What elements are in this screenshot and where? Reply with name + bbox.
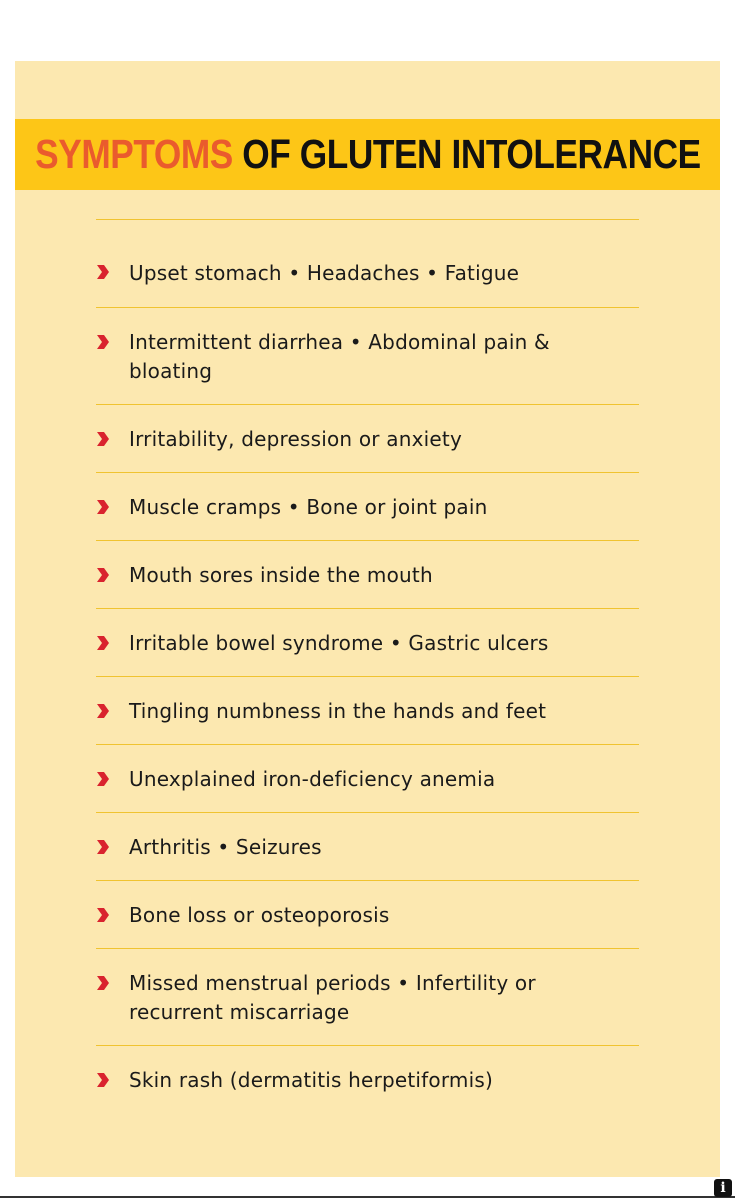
list-item (96, 813, 639, 881)
chevron-right-icon (96, 839, 110, 855)
list-item-text: Arthritis • Seizures (129, 835, 322, 859)
page-title (34, 131, 701, 177)
list-item (96, 220, 639, 308)
chevron-right-icon (96, 703, 110, 719)
chevron-right-icon (96, 499, 110, 515)
list-item (96, 1046, 639, 1113)
list-item-text: Missed menstrual periods • Infertility or recurrent miscarriage (129, 971, 536, 1024)
list-item-text: Irritability, depression or anxiety (129, 427, 462, 451)
chevron-right-icon (96, 635, 110, 651)
list-item-text: Unexplained iron-deficiency anemia (129, 767, 496, 791)
chevron-right-icon (96, 334, 110, 350)
list-item-text: Upset stomach • Headaches • Fatigue (129, 261, 520, 285)
chevron-right-icon (96, 431, 110, 447)
list-item (96, 308, 639, 405)
list-item (96, 609, 639, 677)
list-item-text: Mouth sores inside the mouth (129, 563, 433, 587)
symptom-list (96, 219, 639, 1113)
title-accent: SYMPTOMS (34, 131, 233, 177)
list-item (96, 949, 639, 1046)
list-item (96, 541, 639, 609)
list-item (96, 881, 639, 949)
list-item-text: Bone loss or osteoporosis (129, 903, 390, 927)
chevron-right-icon (96, 264, 110, 280)
chevron-right-icon (96, 771, 110, 787)
title-banner (15, 119, 720, 190)
list-item-text: Muscle cramps • Bone or joint pain (129, 495, 488, 519)
list-item-text: Irritable bowel syndrome • Gastric ulcers (129, 631, 549, 655)
list-item (96, 473, 639, 541)
chevron-right-icon (96, 907, 110, 923)
list-item (96, 405, 639, 473)
title-rest: OF GLUTEN INTOLERANCE (232, 131, 701, 177)
chevron-right-icon (96, 1072, 110, 1088)
chevron-right-icon (96, 975, 110, 991)
list-item-text: Tingling numbness in the hands and feet (129, 699, 547, 723)
list-item-text: Skin rash (dermatitis herpetiformis) (129, 1068, 493, 1092)
list-item-text: Intermittent diarrhea • Abdominal pain & bloating (129, 330, 550, 383)
list-item (96, 745, 639, 813)
chevron-right-icon (96, 567, 110, 583)
list-item (96, 677, 639, 745)
info-icon[interactable]: i (714, 1179, 732, 1197)
bottom-divider (0, 1196, 735, 1198)
